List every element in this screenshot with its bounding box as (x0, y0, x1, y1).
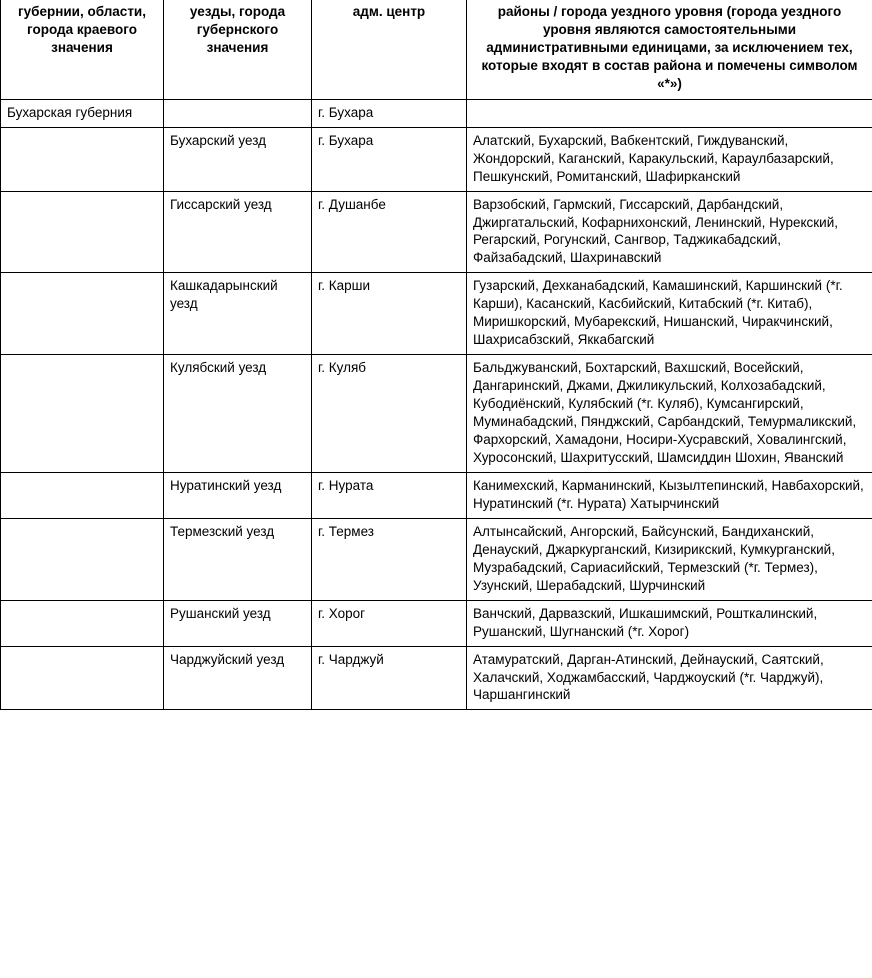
column-header-center: адм. центр (312, 0, 467, 99)
cell-uezd (164, 99, 312, 127)
cell-uezd: Кашкадарынский уезд (164, 273, 312, 355)
table-row (1, 472, 872, 518)
cell-region (1, 518, 164, 600)
cell-center: г. Бухара (312, 127, 467, 191)
cell-center: г. Душанбе (312, 191, 467, 273)
column-header-uezd: уезды, города губернского значения (164, 0, 312, 99)
cell-center: г. Куляб (312, 355, 467, 473)
cell-region (1, 646, 164, 710)
cell-region (1, 273, 164, 355)
column-header-districts: районы / города уездного уровня (города уездного уровня являются самостоятельными административными единицами, за исключением тех, которые входят в состав района и помечены символом «*») (467, 0, 872, 99)
cell-region (1, 127, 164, 191)
table-row (1, 127, 872, 191)
cell-region (1, 355, 164, 473)
cell-districts: Канимехский, Карманинский, Кызылтепинский, Навбахорский, Нуратинский (*г. Нурата) Хатырчинский (467, 472, 872, 518)
cell-districts (467, 99, 872, 127)
cell-uezd: Рушанский уезд (164, 600, 312, 646)
table-row (1, 99, 872, 127)
table-row (1, 355, 872, 473)
cell-districts: Алатский, Бухарский, Вабкентский, Гиждуванский, Жондорский, Каганский, Каракульский, Караулбазарский, Пешкунский, Ромитанский, Шафирканский (467, 127, 872, 191)
cell-region (1, 191, 164, 273)
cell-districts: Атамуратский, Дарган-Атинский, Дейнауский, Саятский, Халачский, Ходжамбасский, Чарджоуский (*г. Чарджуй), Чаршангинский (467, 646, 872, 710)
cell-uezd: Кулябский уезд (164, 355, 312, 473)
column-header-region: губернии, области, города краевого значения (1, 0, 164, 99)
table-body (1, 99, 872, 710)
cell-districts: Ванчский, Дарвазский, Ишкашимский, Рошткалинский, Рушанский, Шугнанский (*г. Хорог) (467, 600, 872, 646)
cell-uezd: Термезский уезд (164, 518, 312, 600)
table-header (1, 0, 872, 99)
cell-districts: Варзобский, Гармский, Гиссарский, Дарбандский, Джиргатальский, Кофарнихонский, Ленинский, Нурекский, Регарский, Рогунский, Сангвор, Таджикабадский, Файзабадский, Шахринавский (467, 191, 872, 273)
cell-region: Бухарская губерния (1, 99, 164, 127)
cell-region (1, 472, 164, 518)
cell-uezd: Бухарский уезд (164, 127, 312, 191)
cell-districts: Бальджуванский, Бохтарский, Вахшский, Восейский, Дангаринский, Джами, Джиликульский, Колхозабадский, Кубодиёнский, Кулябский (*г. Куляб), Кумсангирский, Муминабадский, Пянджский, Сарбандский, Темурмаликский, Фархорский, Хамадони, Носири-Хусравский, Ховалингский, Хуросонский, Шахритусский, Шамсиддин Шохин, Яванский (467, 355, 872, 473)
cell-center: г. Термез (312, 518, 467, 600)
table-row (1, 273, 872, 355)
cell-center: г. Хорог (312, 600, 467, 646)
cell-center: г. Карши (312, 273, 467, 355)
cell-districts: Алтынсайский, Ангорский, Байсунский, Бандиханский, Денауский, Джаркурганский, Кизирикский, Кумкурганский, Музрабадский, Сариасийский, Термезский (*г. Термез), Узунский, Шерабадский, Шурчинский (467, 518, 872, 600)
cell-center: г. Чарджуй (312, 646, 467, 710)
cell-region (1, 600, 164, 646)
cell-uezd: Чарджуйский уезд (164, 646, 312, 710)
cell-uezd: Нуратинский уезд (164, 472, 312, 518)
table-row (1, 600, 872, 646)
cell-uezd: Гиссарский уезд (164, 191, 312, 273)
table-row (1, 646, 872, 710)
cell-center: г. Бухара (312, 99, 467, 127)
table-row (1, 191, 872, 273)
table-row (1, 518, 872, 600)
cell-center: г. Нурата (312, 472, 467, 518)
table-header-row (1, 0, 872, 99)
cell-districts: Гузарский, Дехканабадский, Камашинский, Каршинский (*г. Карши), Касанский, Касбийский, Китабский (*г. Китаб), Миришкорский, Мубарекский, Нишанский, Чиракчинский, Шахрисабзский, Яккабагский (467, 273, 872, 355)
